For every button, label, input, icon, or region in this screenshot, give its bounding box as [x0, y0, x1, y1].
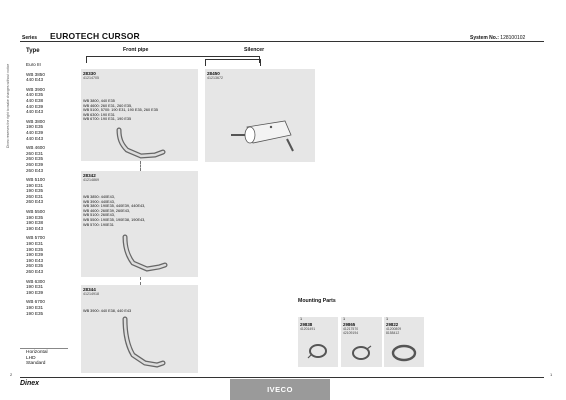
part-code: 28450 — [207, 71, 220, 76]
type-item: 190 E31 — [26, 284, 44, 290]
type-item: 190 E35 — [26, 310, 44, 316]
type-item: WB 6300 — [26, 278, 45, 284]
fit-line: WB 5100: 260E43, — [83, 213, 115, 218]
silencer-header: Silencer — [244, 47, 265, 53]
type-item: 260 E31 — [26, 150, 44, 156]
clamp-drawing — [348, 343, 374, 363]
fit-line: WB 5700: 190E31 — [83, 222, 114, 227]
part-box-28344[interactable] — [81, 285, 198, 373]
mounting-part-29838[interactable] — [298, 317, 338, 367]
type-divider — [20, 348, 68, 349]
type-item: 190 E35 — [26, 214, 44, 220]
type-item: 260 E39 — [26, 161, 44, 167]
part-code: 28342 — [83, 173, 96, 178]
fit-line: WB 3850: 440E43, — [83, 195, 115, 199]
page-number-right: 1 — [550, 372, 553, 377]
type-item: WB 3850 — [26, 71, 45, 77]
part-code: 29838 — [300, 322, 313, 327]
part-code: 28330 — [83, 71, 96, 76]
type-item: 260 E31 — [26, 193, 44, 199]
silencer-bracket — [205, 59, 261, 66]
front-pipe-drawing — [111, 315, 171, 371]
part-oem: 41214705 — [83, 76, 99, 80]
part-box-28330[interactable] — [81, 69, 198, 161]
part-box-28342[interactable] — [81, 171, 198, 277]
connector-line — [140, 277, 141, 285]
part-oem: 41201491 — [300, 326, 316, 331]
type-item: WB 4600 — [26, 145, 45, 151]
connector-line — [140, 161, 141, 171]
type-item: WB 5700 — [26, 235, 45, 241]
type-item: 190 E39 — [26, 289, 44, 295]
type-item: 260 E43 — [26, 269, 44, 274]
fit-line: WB 3800, 440 E35 — [83, 99, 115, 103]
type-item: WB 3800 — [26, 118, 45, 124]
type-item: 260 E35 — [26, 156, 44, 162]
silencer-drawing — [227, 117, 297, 157]
gasket-drawing — [390, 343, 418, 363]
part-oem: 41214918 — [83, 292, 99, 296]
type-item: 440 E43 — [26, 109, 44, 115]
dinex-logo: Dinex — [20, 380, 40, 387]
footer-type — [26, 350, 48, 367]
part-box-28450[interactable] — [205, 69, 315, 162]
part-code: 28344 — [83, 287, 96, 292]
type-item: WB 6700 — [26, 299, 45, 305]
type-item: 440 E39 — [26, 103, 44, 109]
type-item: 440 E35 — [26, 92, 44, 98]
type-item: 440 E38 — [26, 97, 44, 103]
part-qty: 1 — [300, 317, 303, 321]
type-item: 190 E35 — [26, 124, 44, 130]
part-qty: 1 — [343, 317, 346, 321]
fit-line: WB 5500: 190E35, 190E38, 190E43, — [83, 218, 146, 222]
part-oem: 41200809 8158412 — [386, 326, 402, 335]
type-item: 190 E31 — [26, 182, 44, 188]
footer-orientation: Horizontal — [26, 350, 48, 355]
type-item: 190 E43 — [26, 225, 44, 231]
part-qty: 1 — [386, 317, 389, 321]
mounting-part-29865[interactable] — [341, 317, 382, 367]
fit-line: WB 6700: 190 E31, 190 E35 — [83, 117, 132, 122]
footer-variant: Standard — [26, 361, 46, 367]
type-item: Euro III — [26, 62, 41, 67]
fit-line: WB 3800: 190E35, 440E39, 440E43, — [83, 204, 146, 209]
front-pipe-drawing — [115, 233, 175, 275]
system-label: System No.: — [470, 35, 499, 41]
type-item: WB 5100 — [26, 177, 45, 183]
type-item: 260 E43 — [26, 199, 44, 205]
system-value: 128100102 — [500, 35, 526, 41]
type-item: 260 E35 — [26, 263, 44, 269]
front-pipe-header: Front pipe — [123, 47, 149, 53]
type-item: 440 E43 — [26, 135, 44, 141]
fit-line: WB 4600: 260 E31, 260 E35, — [83, 103, 133, 108]
type-item: 190 E31 — [26, 241, 44, 247]
part-oem: 41217570 42109194 — [343, 326, 359, 335]
type-item: 190 E35 — [26, 246, 44, 252]
front-pipe-drawing — [111, 124, 171, 160]
fit-line: WB 6300: 190 E31 — [83, 112, 115, 117]
header-divider — [20, 41, 544, 42]
type-item: 190 E31 — [26, 304, 44, 310]
type-item: 190 E43 — [26, 257, 44, 263]
type-item: 260 E43 — [26, 167, 44, 173]
clamp-drawing — [305, 341, 331, 361]
type-item: WB 5500 — [26, 209, 45, 215]
fit-line: WB 3900: 440 E38, 440 E43 — [83, 309, 132, 313]
fit-line: WB 4600: 260E39, 260E43, — [83, 208, 131, 213]
footer-divider — [20, 377, 544, 378]
series-value: EUROTECH CURSOR — [50, 31, 140, 41]
type-item: 190 E38 — [26, 220, 44, 226]
footer-drive: LHD — [26, 355, 36, 361]
type-item: 190 E35 — [26, 188, 44, 194]
type-header: Type — [26, 48, 40, 54]
type-item: 440 E39 — [26, 129, 44, 135]
fit-line: WB 3900: 440E43, — [83, 199, 115, 204]
part-code: 29822 — [386, 322, 399, 327]
mounting-parts-header: Mounting Parts — [298, 298, 336, 304]
part-code: 29865 — [343, 322, 356, 327]
mounting-part-29822[interactable] — [384, 317, 424, 367]
fit-line: WB 5100, 5700: 190 E31, 190 E35, 260 E35 — [83, 108, 158, 113]
page-number-left: 2 — [10, 372, 13, 377]
side-note: Dinex reserves the right to make changes without notice — [6, 63, 10, 148]
type-item: WB 3900 — [26, 86, 45, 92]
type-item: 440 E43 — [26, 77, 44, 83]
series-label: Series — [22, 35, 38, 41]
part-oem: 41214869 — [83, 178, 99, 182]
brand-bar — [230, 379, 330, 400]
part-oem: 41213672 — [207, 76, 223, 80]
brand-label: IVECO — [267, 385, 293, 394]
type-item: 190 E39 — [26, 252, 44, 258]
type-list — [26, 62, 68, 316]
